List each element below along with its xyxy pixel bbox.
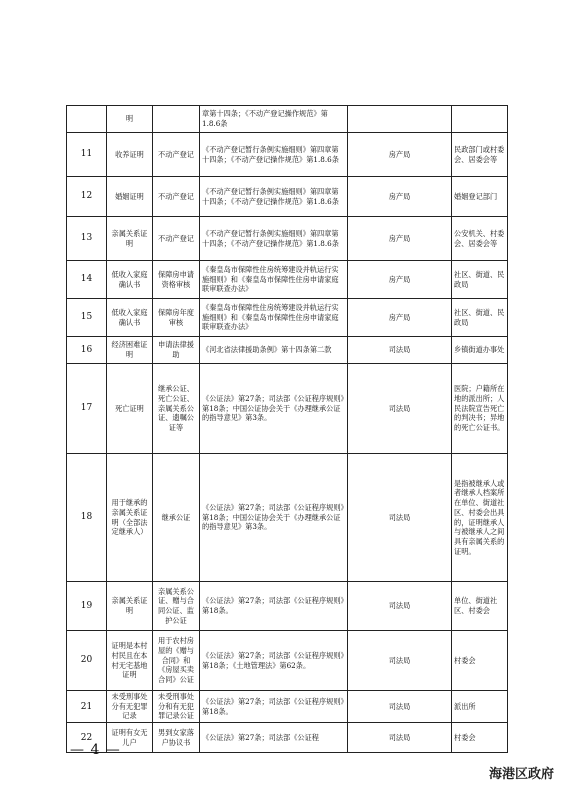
row-number-cell: 19 xyxy=(67,582,107,631)
service-item-cell: 不动产登记 xyxy=(153,133,200,177)
table-row xyxy=(67,261,508,299)
row-number-cell: 12 xyxy=(67,177,107,217)
row-number-cell: 13 xyxy=(67,217,107,261)
department-cell: 司法局 xyxy=(348,691,452,723)
issuing-authority-cell: 是指被继承人或者继承人档案所在单位、街道社区、村委会出具的，证明继承人与被继承人之间具有亲属关系的证明。 xyxy=(452,454,508,582)
department-cell: 司法局 xyxy=(348,631,452,691)
issuing-authority-cell: 派出所 xyxy=(452,691,508,723)
legal-basis-cell: 《河北省法律援助条例》第十四条第二款 xyxy=(200,337,348,364)
legal-basis-cell: 《公证法》第27条；司法部《公证程序规则》第18条。 xyxy=(200,691,348,723)
issuing-authority-cell: 村委会 xyxy=(452,723,508,753)
issuing-authority-cell: 社区、街道、民政局 xyxy=(452,299,508,337)
legal-basis-cell: 《公证法》第27条；司法部《公证程 xyxy=(200,723,348,753)
certificate-name-cell: 死亡证明 xyxy=(107,364,153,454)
service-item-cell: 继承公证、死亡公证、亲属关系公证、遗嘱公证等 xyxy=(153,364,200,454)
issuing-authority-cell: 单位、街道社区、村委会 xyxy=(452,582,508,631)
legal-basis-cell: 《公证法》第27条；司法部《公证程序规则》第18条；中国公证协会关于《办理继承公证的指导意见》第3条。 xyxy=(200,364,348,454)
department-cell: 房产局 xyxy=(348,217,452,261)
department-cell: 房产局 xyxy=(348,133,452,177)
row-number-cell: 22 xyxy=(67,723,107,753)
row-number-cell: 20 xyxy=(67,631,107,691)
certificate-name-cell: 婚姻证明 xyxy=(107,177,153,217)
certificate-name-cell: 亲属关系证明 xyxy=(107,217,153,261)
table-row xyxy=(67,217,508,261)
issuing-authority-cell: 民政部门或村委会、居委会等 xyxy=(452,133,508,177)
service-item-cell: 男到女家落户协议书 xyxy=(153,723,200,753)
issuing-authority-cell: 乡镇街道办事处 xyxy=(452,337,508,364)
department-cell: 房产局 xyxy=(348,177,452,217)
department-cell: 房产局 xyxy=(348,299,452,337)
row-number-cell xyxy=(67,106,107,133)
certificate-table xyxy=(66,105,508,753)
page-number: — 4 — xyxy=(70,742,121,758)
department-cell: 司法局 xyxy=(348,337,452,364)
certificate-name-cell: 用于继承的亲属关系证明（全部法定继承人） xyxy=(107,454,153,582)
certificate-name-cell: 亲属关系证明 xyxy=(107,582,153,631)
service-item-cell: 继承公证 xyxy=(153,454,200,582)
legal-basis-cell: 《不动产登记暂行条例实施细则》第四章第十四条；《不动产登记操作规范》第1.8.6条 xyxy=(200,217,348,261)
service-item-cell xyxy=(153,106,200,133)
table-row xyxy=(67,691,508,723)
service-item-cell: 保障房年度审核 xyxy=(153,299,200,337)
row-number-cell: 15 xyxy=(67,299,107,337)
legal-basis-cell: 《不动产登记暂行条例实施细则》第四章第十四条；《不动产登记操作规范》第1.8.6条 xyxy=(200,177,348,217)
certificate-name-cell: 明 xyxy=(107,106,153,133)
service-item-cell: 不动产登记 xyxy=(153,177,200,217)
certificate-name-cell: 证明是本村村民且在本村无宅基地证明 xyxy=(107,631,153,691)
department-cell: 司法局 xyxy=(348,582,452,631)
legal-basis-cell: 章第十四条；《不动产登记操作规范》第1.8.6条 xyxy=(200,106,348,133)
legal-basis-cell: 《秦皇岛市保障性住房统筹建设并轨运行实施细则》和《秦皇岛市保障性住房申请家庭联审联查办法》 xyxy=(200,299,348,337)
source-watermark: 海港区政府 xyxy=(488,767,554,782)
row-number-cell: 16 xyxy=(67,337,107,364)
issuing-authority-cell: 婚姻登记部门 xyxy=(452,177,508,217)
row-number-cell: 14 xyxy=(67,261,107,299)
legal-basis-cell: 《公证法》第27条；司法部《公证程序规则》第18条；中国公证协会关于《办理继承公证的指导意见》第3条。 xyxy=(200,454,348,582)
table-row xyxy=(67,454,508,582)
table-row xyxy=(67,299,508,337)
issuing-authority-cell: 村委会 xyxy=(452,631,508,691)
row-number-cell: 11 xyxy=(67,133,107,177)
legal-basis-cell: 《公证法》第27条；司法部《公证程序规则》第18条；《土地管理法》第62条。 xyxy=(200,631,348,691)
table-row xyxy=(67,177,508,217)
issuing-authority-cell: 社区、街道、民政局 xyxy=(452,261,508,299)
table-row xyxy=(67,337,508,364)
table-body xyxy=(67,106,508,753)
row-number-cell: 18 xyxy=(67,454,107,582)
issuing-authority-cell xyxy=(452,106,508,133)
department-cell: 司法局 xyxy=(348,364,452,454)
service-item-cell: 申请法律援助 xyxy=(153,337,200,364)
certificate-name-cell: 未受刑事处分有无犯罪记录 xyxy=(107,691,153,723)
table-row xyxy=(67,364,508,454)
certificate-name-cell: 经济困难证明 xyxy=(107,337,153,364)
certificate-name-cell: 低收入家庭确认书 xyxy=(107,261,153,299)
service-item-cell: 不动产登记 xyxy=(153,217,200,261)
department-cell: 司法局 xyxy=(348,454,452,582)
service-item-cell: 未受刑事处分和有无犯罪记录公证 xyxy=(153,691,200,723)
legal-basis-cell: 《公证法》第27条；司法部《公证程序规则》第18条。 xyxy=(200,582,348,631)
table-row xyxy=(67,133,508,177)
table-row xyxy=(67,106,508,133)
certificate-name-cell: 证明有女无儿户 xyxy=(107,723,153,753)
table-row xyxy=(67,631,508,691)
issuing-authority-cell: 医院；户籍所在地的派出所；人民法院宣告死亡的判决书；异地的死亡公证书。 xyxy=(452,364,508,454)
certificate-name-cell: 收养证明 xyxy=(107,133,153,177)
table-row xyxy=(67,723,508,753)
issuing-authority-cell: 公安机关、村委会、居委会等 xyxy=(452,217,508,261)
department-cell: 房产局 xyxy=(348,261,452,299)
department-cell: 司法局 xyxy=(348,723,452,753)
service-item-cell: 保障房申请资格审核 xyxy=(153,261,200,299)
table-row xyxy=(67,582,508,631)
legal-basis-cell: 《不动产登记暂行条例实施细则》第四章第十四条；《不动产登记操作规范》第1.8.6条 xyxy=(200,133,348,177)
row-number-cell: 17 xyxy=(67,364,107,454)
row-number-cell: 21 xyxy=(67,691,107,723)
service-item-cell: 亲属关系公证、赠与合同公证、监护公证 xyxy=(153,582,200,631)
department-cell xyxy=(348,106,452,133)
certificate-name-cell: 低收入家庭确认书 xyxy=(107,299,153,337)
service-item-cell: 用于农村房屋的《赠与合同》和《房屋买卖合同》公证 xyxy=(153,631,200,691)
legal-basis-cell: 《秦皇岛市保障性住房统筹建设并轨运行实施细则》和《秦皇岛市保障性住房申请家庭联审联查办法》 xyxy=(200,261,348,299)
